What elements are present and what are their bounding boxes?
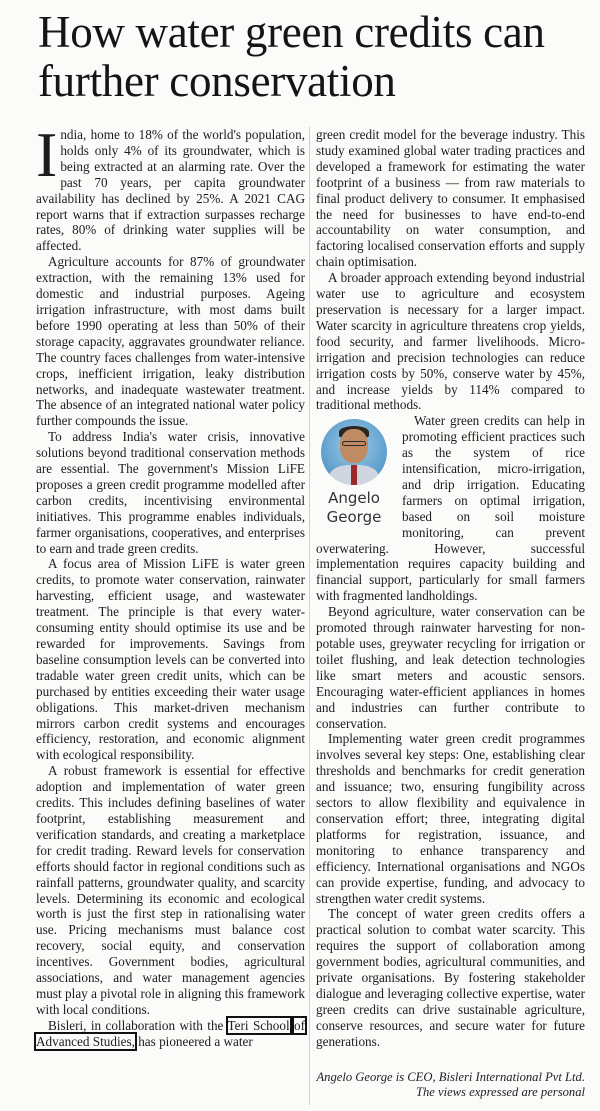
highlighted-organisation-name: of Advanced Studies, bbox=[36, 1017, 305, 1049]
column-divider bbox=[309, 127, 310, 1105]
paragraph: green credit model for the beverage industry. This study examined global water trading practices and developed a framework for estimating the water footprint of a business — from raw materials to final product delivery to consumer. It emphasised the need for businesses to have end-to-end accountability on water consumption, and factoring localised conservation efforts and supply chain optimisation. bbox=[316, 127, 585, 270]
author-footnote: Angelo George is CEO, Bisleri International Pvt Ltd. The views expressed are personal bbox=[316, 1070, 585, 1099]
author-glasses bbox=[342, 441, 366, 446]
author-byline bbox=[316, 419, 392, 531]
paragraph-text: To address India's water crisis, innovative solutions beyond traditional conservation methods are essential. The government's Mission LiFE proposes a green credit programme modelled after carbon credits, incentivising environmental initiatives. This programme enables individuals, farmer organisations, cooperatives, and enterprises to earn and trade green credits. bbox=[36, 429, 305, 556]
article-column-right bbox=[316, 127, 585, 1052]
headline: How water green credits can further conservation bbox=[38, 7, 545, 106]
paragraph: A broader approach extending beyond industrial water use to agriculture and ecosystem preservation is necessary for a larger impact. Water scarcity in agriculture threatens crop yields, food security, and farmer livelihoods. Micro-irrigation and precision technologies can reduce irrigation costs by 50%, conserve water by 45%, and increase yields by 114% compared to traditional methods. bbox=[316, 270, 585, 413]
author-name-last: George bbox=[326, 508, 382, 527]
paragraph-text: Water green credits can help in promoting efficient practices such as the system of rice intensification, micro-irrigation, and drip irrigation. Educating farmers on optimal irrigation, based on soil moisture monitoring, can prevent overwatering. However, successful implementation requires capacity building and financial support, particularly for small farmers with fragmented landholdings. bbox=[316, 413, 585, 604]
paragraph-text: ndia, home to 18% of the world's population, holds only 4% of its groundwater, which is being extracted at an alarming rate. Over the past 70 years, per capita groundwater availability has declined by 25%. A 2021 CAG report warns that if extraction surpasses recharge rates, 80% of drinking water supplies will be affected. bbox=[36, 127, 305, 254]
author-face bbox=[340, 429, 368, 463]
paragraph: A robust framework is essential for effective adoption and implementation of water green credits. This includes defining baselines of water footprint, establishing measurement and verification standards, and creating a marketplace for credit trading. Reward levels for conservation efforts should factor in regional conditions such as rainfall patterns, groundwater quality, and scarcity levels. Determining its economic and ecological worth is just the first step in rationalising water use. Pricing mechanisms must balance cost recovery, social equity, and conservation incentives. Government bodies, agricultural associations, and water management agencies must play a pivotal role in aligning this framework with local conditions. bbox=[36, 763, 305, 1017]
paragraph bbox=[36, 119, 305, 254]
paragraph: Agriculture accounts for 87% of groundwater extraction, with the remaining 13% used for domestic and industrial purposes. Ageing irrigation infrastructure, with most dams built before 1990 operating at less than 50% of their storage capacity, aggravates groundwater reliance. The country faces challenges from water-intensive crops, inefficient irrigation, leaky distribution networks, and inadequate wastewater treatment. The absence of an integrated national water policy further compounds the issue. bbox=[36, 254, 305, 429]
paragraph: Implementing water green credit programmes involves several key steps: One, establishing clear thresholds and benchmarks for credit generation and issuance; two, ensuring fungibility across sectors to allow flexibility and equivalence in conservation effort; three, integrating digital platforms for registration, issuance, and monitoring to enhance transparency and efficiency. International organisations and NGOs can provide expertise, funding, and advocacy to strengthen water credit systems. bbox=[316, 731, 585, 906]
author-tie bbox=[351, 465, 357, 485]
paragraph bbox=[36, 1018, 305, 1050]
author-photo bbox=[321, 419, 387, 485]
paragraph: Beyond agriculture, water conservation can be promoted through rainwater harvesting for non-potable uses, greywater recycling for irrigation or toilet flushing, and leak detection technologies like smart meters and acoustic sensors. Encouraging water-efficient appliances in homes and industries can further contribute to conservation. bbox=[316, 604, 585, 731]
drop-cap: I bbox=[36, 119, 58, 190]
paragraph-text: Bisleri, in collaboration with the bbox=[48, 1017, 228, 1033]
article-column-left bbox=[36, 119, 305, 1107]
author-name-first: Angelo bbox=[328, 489, 380, 508]
paragraph-text: has pioneered a water bbox=[134, 1033, 253, 1049]
highlighted-organisation-name: Teri School bbox=[227, 1017, 290, 1033]
paragraph bbox=[36, 429, 305, 556]
paragraph: A focus area of Mission LiFE is water green credits, to promote water conservation, rainwater harvesting, efficient usage, and wastewater treatment. The principle is that every water-consuming entity should optimise its use and be rewarded for improvements. Savings from baseline consumption levels can be converted into tradable water green credit units, which can be purchased by entities exceeding their water usage obligations. This market-driven mechanism mirrors carbon credit systems and encourages efficiency, restoration, and economic alignment with ecological responsibility. bbox=[36, 556, 305, 763]
paragraph: The concept of water green credits offers a practical solution to combat water scarcity. This requires the support of collaboration among government bodies, agricultural communities, and private organisations. By fostering stakeholder dialogue and leveraging collective expertise, water green credits can drive sustainable agriculture, conserve resources, and secure water for future generations. bbox=[316, 906, 585, 1049]
paragraph bbox=[316, 413, 585, 604]
